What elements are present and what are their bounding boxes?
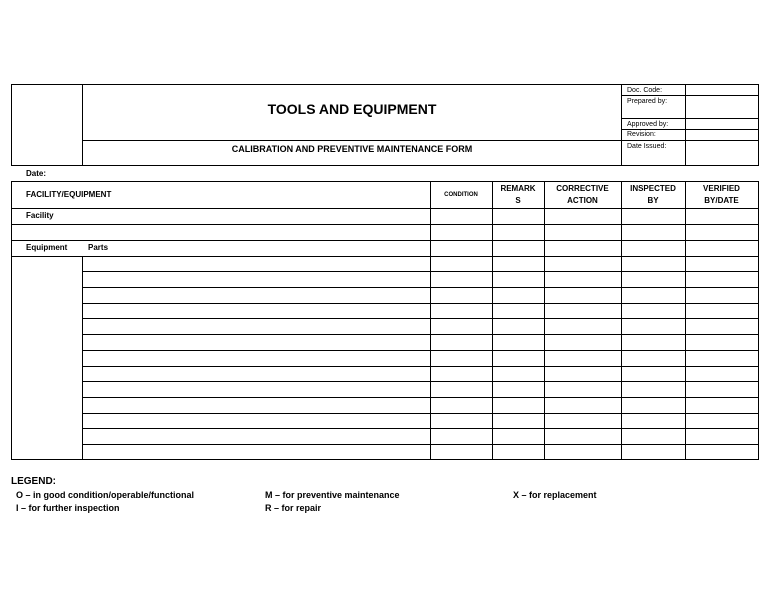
- col-inspected-1: INSPECTED: [630, 184, 676, 193]
- col-verified-1: VERIFIED: [703, 184, 740, 193]
- col-condition: CONDITION: [444, 192, 478, 198]
- col-remarks-1: REMARK: [500, 184, 536, 193]
- doc-code-label: Doc. Code:: [627, 87, 663, 94]
- facility-label: Facility: [26, 211, 54, 220]
- date-issued-label: Date Issued:: [627, 143, 667, 150]
- approved-by-label: Approved by:: [627, 121, 669, 128]
- legend-item-m: M – for preventive maintenance: [265, 490, 400, 500]
- col-corrective-1: CORRECTIVE: [556, 184, 609, 193]
- equipment-label: Equipment: [26, 243, 68, 252]
- col-verified-2: BY/DATE: [704, 196, 739, 205]
- revision-label: Revision:: [627, 131, 656, 138]
- prepared-by-label: Prepared by:: [627, 98, 668, 105]
- col-inspected-2: BY: [647, 196, 659, 205]
- legend-item-r: R – for repair: [265, 503, 322, 513]
- legend-title: LEGEND:: [11, 476, 56, 487]
- parts-label: Parts: [88, 243, 109, 252]
- legend-item-i: I – for further inspection: [16, 503, 120, 513]
- col-corrective-2: ACTION: [567, 196, 598, 205]
- col-facility-equipment: FACILITY/EQUIPMENT: [26, 190, 112, 199]
- page-title: TOOLS AND EQUIPMENT: [267, 101, 437, 117]
- form-subtitle: CALIBRATION AND PREVENTIVE MAINTENANCE FORM: [231, 144, 473, 154]
- legend-item-o: O – in good condition/operable/functional: [16, 490, 194, 500]
- col-remarks-2: S: [515, 196, 521, 205]
- date-label: Date:: [26, 169, 47, 178]
- legend-item-x: X – for replacement: [513, 490, 597, 500]
